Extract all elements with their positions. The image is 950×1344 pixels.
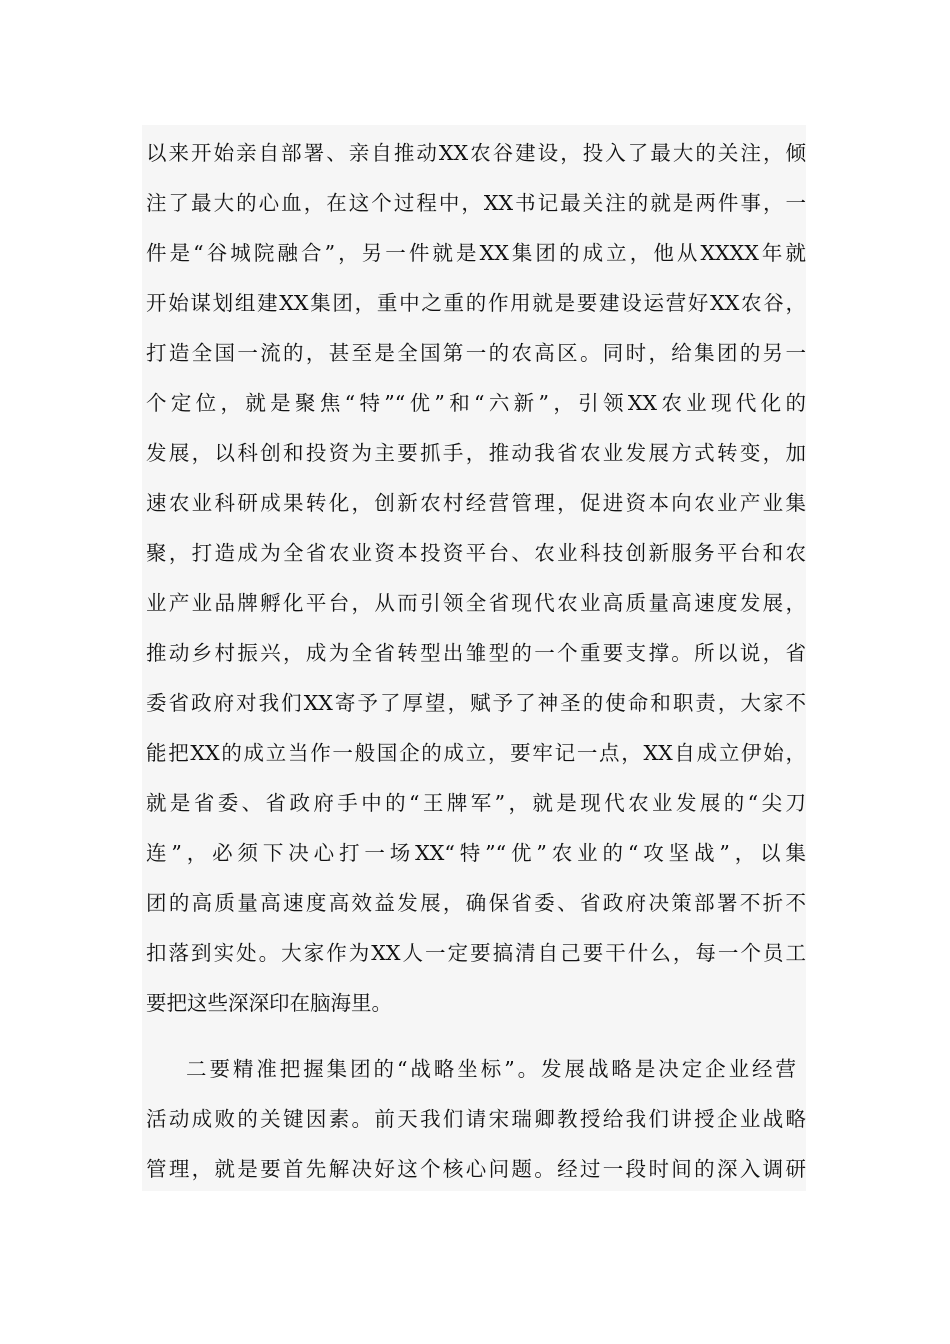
paragraph-line: 打造全国一流的，甚至是全国第一的农高区。同时，给集团的另一 xyxy=(146,341,806,365)
paragraph-line: 就是省委、省政府手中的“王牌军”，就是现代农业发展的“尖刀 xyxy=(146,791,806,815)
paragraph-line: 开始谋划组建XX集团，重中之重的作用就是要建设运营好XX农谷， xyxy=(146,291,806,315)
paragraph-line: 件是“谷城院融合”，另一件就是XX集团的成立，他从XXXX年就 xyxy=(146,241,806,265)
paragraph-line: 连”，必须下决心打一场XX“特”“优”农业的“攻坚战”，以集 xyxy=(146,841,806,865)
paragraph-line: 注了最大的心血，在这个过程中，XX书记最关注的就是两件事，一 xyxy=(146,191,806,215)
paragraph-line: 活动成败的关键因素。前天我们请宋瑞卿教授给我们讲授企业战略 xyxy=(146,1107,806,1131)
paragraph-line: 推动乡村振兴，成为全省转型出雏型的一个重要支撑。所以说，省 xyxy=(146,641,806,665)
paragraph-line: 要把这些深深印在脑海里。 xyxy=(146,991,392,1015)
paragraph-line: 发展，以科创和投资为主要抓手，推动我省农业发展方式转变，加 xyxy=(146,441,806,465)
paragraph-line: 业产业品牌孵化平台，从而引领全省现代农业高质量高速度发展， xyxy=(146,591,806,615)
paragraph-line: 个定位，就是聚焦“特”“优”和“六新”，引领XX农业现代化的 xyxy=(146,391,806,415)
paragraph-line: 以来开始亲自部署、亲自推动XX农谷建设，投入了最大的关注，倾 xyxy=(146,141,806,165)
paragraph-line: 能把XX的成立当作一般国企的成立，要牢记一点，XX自成立伊始， xyxy=(146,741,806,765)
paragraph-line: 团的高质量高速度高效益发展，确保省委、省政府决策部署不折不 xyxy=(146,891,806,915)
paragraph-line: 委省政府对我们XX寄予了厚望，赋予了神圣的使命和职责，大家不 xyxy=(146,691,806,715)
paragraph-line: 速农业科研成果转化，创新农村经营管理，促进资本向农业产业集 xyxy=(146,491,806,515)
paragraph-line: 二要精准把握集团的“战略坐标”。发展战略是决定企业经营 xyxy=(186,1057,796,1081)
paragraph-line: 聚，打造成为全省农业资本投资平台、农业科技创新服务平台和农 xyxy=(146,541,806,565)
paragraph-line: 扣落到实处。大家作为XX人一定要搞清自己要干什么，每一个员工 xyxy=(146,941,806,965)
paragraph-line: 管理，就是要首先解决好这个核心问题。经过一段时间的深入调研 xyxy=(146,1157,806,1181)
